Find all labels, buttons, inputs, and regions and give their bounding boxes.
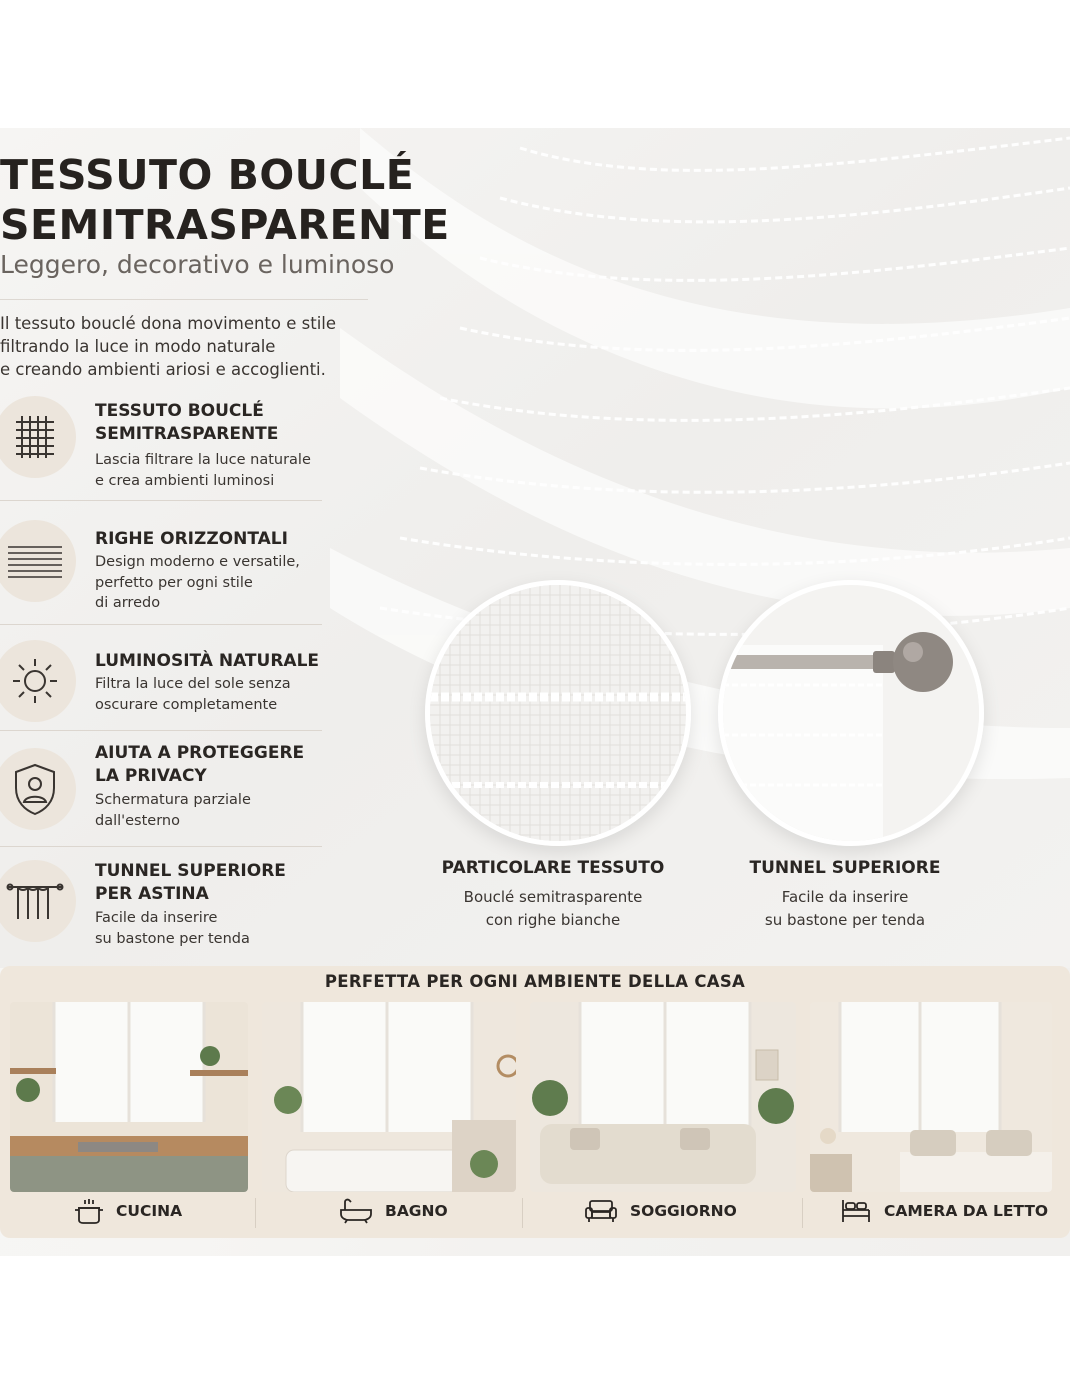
- feature-title-line: TESSUTO BOUCLÉ: [95, 401, 264, 421]
- intro-line: Il tessuto bouclé dona movimento e stile: [0, 314, 337, 333]
- feature-desc-line: perfetto per ogni stile: [95, 574, 253, 591]
- feature-desc-line: su bastone per tenda: [95, 930, 250, 947]
- intro-text: [0, 312, 370, 381]
- detail-desc-line: Bouclé semitrasparente: [463, 888, 643, 906]
- feature-title: [95, 400, 335, 446]
- room-label: CAMERA DA LETTO: [884, 1202, 1049, 1220]
- kitchen-photo: [10, 1002, 248, 1192]
- feature-desc-line: Lascia filtrare la luce naturale: [95, 452, 311, 468]
- product-infographic: [0, 128, 1070, 1256]
- bed-icon: [840, 1198, 872, 1224]
- bathroom-photo: [262, 1002, 516, 1192]
- intro-line: e creando ambienti ariosi e accoglienti.: [0, 360, 326, 379]
- room-label: CUCINA: [116, 1202, 183, 1220]
- feature-description: [95, 552, 325, 614]
- rooms-title: PERFETTA PER OGNI AMBIENTE DELLA CASA: [324, 972, 746, 991]
- living-room-photo: [530, 1002, 796, 1192]
- feature-desc-line: Filtra la luce del sole senza: [95, 676, 291, 692]
- feature-desc-line: oscurare completamente: [95, 696, 278, 713]
- feature-separator: [0, 846, 322, 847]
- feature-title: [95, 860, 335, 906]
- room-item-cucina: [74, 1198, 182, 1224]
- detail-description: [433, 886, 673, 932]
- feature-title-line: PER ASTINA: [95, 884, 209, 904]
- rooms-panel: [0, 966, 1070, 1238]
- detail-title: TUNNEL SUPERIORE: [749, 858, 941, 878]
- feature-title-line: LA PRIVACY: [95, 766, 207, 786]
- room-item-soggiorno: [584, 1198, 737, 1224]
- room-separator: [255, 1198, 256, 1228]
- feature-title-line: TUNNEL SUPERIORE: [95, 861, 286, 881]
- feature-title: LUMINOSITÀ NATURALE: [95, 651, 320, 671]
- room-separator: [802, 1198, 803, 1228]
- feature-desc-line: e crea ambienti luminosi: [95, 472, 275, 489]
- cooking-pot-icon: [74, 1198, 104, 1224]
- fabric-detail-image: [425, 580, 691, 846]
- intro-line: filtrando la luce in modo naturale: [0, 337, 276, 356]
- detail-title: PARTICOLARE TESSUTO: [441, 858, 665, 878]
- feature-desc-line: dall'esterno: [95, 812, 180, 829]
- feature-separator: [0, 500, 322, 501]
- feature-title: RIGHE ORIZZONTALI: [95, 529, 288, 549]
- room-separator: [522, 1198, 523, 1228]
- room-item-bagno: [339, 1198, 448, 1224]
- title-line-1: TESSUTO BOUCLÉ: [0, 151, 415, 199]
- page-subtitle: Leggero, decorativo e luminoso: [0, 250, 395, 279]
- room-item-camera-da-letto: [840, 1198, 1048, 1224]
- detail-desc-line: con righe bianche: [485, 911, 621, 929]
- feature-desc-line: Design moderno e versatile,: [95, 554, 300, 570]
- feature-description: [95, 674, 325, 715]
- page-title: [0, 150, 450, 250]
- title-line-2: SEMITRASPARENTE: [0, 201, 450, 249]
- detail-description: [725, 886, 965, 932]
- feature-desc-line: Facile da inserire: [95, 910, 218, 926]
- feature-description: [95, 450, 325, 491]
- feature-desc-line: di arredo: [95, 595, 161, 611]
- bathtub-icon: [339, 1198, 373, 1224]
- feature-title: [95, 742, 335, 788]
- sofa-icon: [584, 1198, 618, 1224]
- feature-title-line: SEMITRASPARENTE: [95, 424, 279, 444]
- room-label: SOGGIORNO: [630, 1202, 737, 1220]
- room-label: BAGNO: [385, 1202, 448, 1220]
- feature-description: [95, 790, 325, 831]
- detail-desc-line: Facile da inserire: [781, 888, 909, 906]
- feature-separator: [0, 624, 322, 625]
- bedroom-photo: [810, 1002, 1052, 1192]
- title-divider: [0, 299, 368, 300]
- feature-separator: [0, 730, 322, 731]
- feature-desc-line: Schermatura parziale: [95, 792, 251, 808]
- detail-desc-line: su bastone per tenda: [764, 911, 926, 929]
- feature-title-line: AIUTA A PROTEGGERE: [95, 743, 305, 763]
- feature-description: [95, 908, 325, 949]
- rod-pocket-detail-image: [718, 580, 984, 846]
